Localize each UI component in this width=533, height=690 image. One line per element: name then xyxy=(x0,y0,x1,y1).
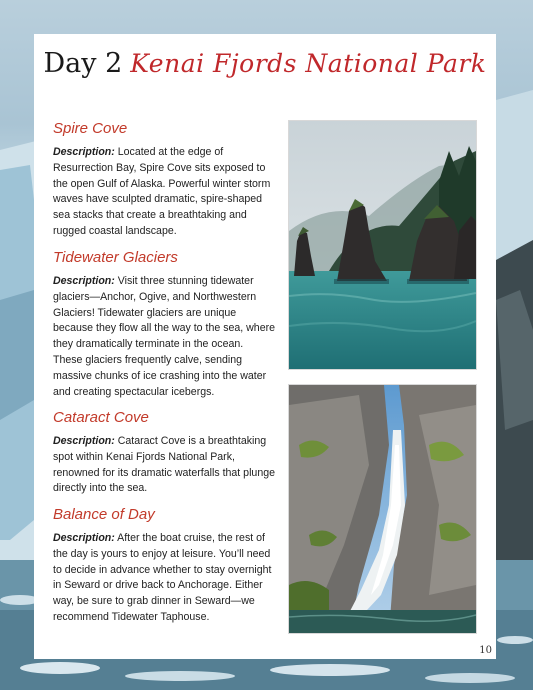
section-text: Visit three stunning tidewater glaciers—Anchor, Ogive, and Northwestern Glaciers! Tidewater glaciers are unique because they flow all the way to the sea, where they dramatically terminate in the ocean. These glaciers frequently calve, sending massive chunks of ice crashing into the water and creating spectacular icebergs. xyxy=(53,275,276,398)
section-body xyxy=(53,434,275,497)
section-text: Cataract Cove is a breathtaking spot within Kenai Fjords National Park, renowned for its dramatic waterfalls that plunge directly into the sea. xyxy=(53,435,275,495)
itinerary-page xyxy=(34,34,496,659)
description-label: Description: xyxy=(53,146,115,158)
section-text: Located at the edge of Resurrection Bay, Spire Cove sits exposed to the open Gulf of Alaska. Powerful winter storm waves have sculpted dramatic, spire-shaped sea stacks that create a breathtaking and rugged coastal landscape. xyxy=(53,146,271,237)
waterfall-photo xyxy=(289,385,476,633)
section-title: Spire Cove xyxy=(53,120,128,137)
section-tidewater-glaciers xyxy=(53,249,275,400)
description-label: Description: xyxy=(53,435,115,447)
section-body xyxy=(53,531,275,626)
section-text: After the boat cruise, the rest of the day is yours to enjoy at leisure. You’ll need to decide in advance whether to stay overnight in Seward or drive back to Anchorage. Either way, be sure to grab dinner in Seward—we recommend Tidewater Taphouse. xyxy=(53,532,272,623)
page-title xyxy=(34,48,496,104)
description-label: Description: xyxy=(53,532,115,544)
section-body xyxy=(53,274,275,400)
page-number: 10 xyxy=(479,645,492,656)
section-title: Cataract Cove xyxy=(53,409,149,426)
section-title: Tidewater Glaciers xyxy=(53,249,178,266)
day-label: Day 2 xyxy=(43,48,123,79)
sea-stacks-photo xyxy=(289,121,476,369)
section-title: Balance of Day xyxy=(53,506,155,523)
section-balance-of-day xyxy=(53,506,275,626)
section-spire-cove xyxy=(53,120,275,240)
description-label: Description: xyxy=(53,275,115,287)
section-body xyxy=(53,145,275,240)
park-name: Kenai Fjords National Park xyxy=(130,49,487,78)
section-cataract-cove xyxy=(53,409,275,497)
